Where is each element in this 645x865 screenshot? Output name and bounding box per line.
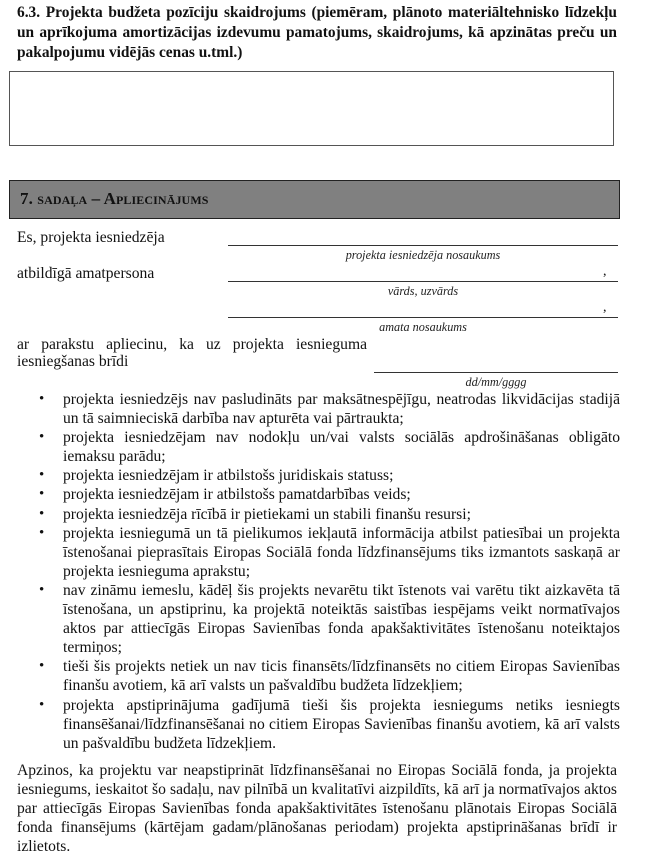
statement-text: projekta iesniedzējam ir atbilstošs pamatdarbības veids; xyxy=(63,486,411,504)
position-hint: amata nosaukums xyxy=(379,320,467,334)
date-hint: dd/mm/gggg xyxy=(465,375,527,389)
bullet-icon: • xyxy=(39,505,45,522)
declaration-statements-list xyxy=(0,390,620,753)
statement-text: projekta iesniedzējs nav pasludināts par maksātnespējīgu, neatrodas likvidācijas stadijā un tā saimnieciskā darbība nav apturēta vai pārtraukta; xyxy=(63,391,620,428)
list-item xyxy=(0,581,620,657)
statement-text: nav zināmu iemeslu, kādēļ šis projekts nevarētu tikt īstenots vai varētu tikt aizkavēta tā īstenošana, un apstiprinu, ka projektā noteiktās saistības iespējams veikt normatīvajos aktos par attiecīgās Eiropas Savienības fonda apakšaktivitātes īstenošanu noteiktajos termiņos; xyxy=(63,581,620,657)
bullet-icon: • xyxy=(39,429,45,446)
bullet-icon: • xyxy=(39,524,45,541)
list-item xyxy=(0,657,620,695)
position-line xyxy=(228,317,618,318)
bullet-icon: • xyxy=(39,486,45,503)
bullet-icon: • xyxy=(39,581,45,598)
statement-text: projekta iesniedzēja rīcībā ir pietiekami un stabili finanšu resursi; xyxy=(63,505,471,523)
comma-2: , xyxy=(603,300,607,315)
name-surname-field[interactable] xyxy=(228,264,598,282)
question-6-3-heading: 6.3. Projekta budžeta pozīciju skaidrojums (piemēram, plānoto materiāltehnisko līdzekļu un aprīkojuma amortizācijas izdevumu pamatojums, skaidrojums, kā apzinātas preču un pakalpojumu vidējās cenas u.tml.) xyxy=(17,4,617,61)
bullet-icon: • xyxy=(39,696,45,713)
section-title: 7. sadaļa – Apliecinājums xyxy=(20,189,209,208)
applicant-label: Es, projekta iesniedzēja xyxy=(17,229,165,246)
declaration-label: ar parakstu apliecinu, ka uz projekta iesnieguma iesniegšanas brīdi xyxy=(17,336,367,370)
list-item xyxy=(0,390,620,428)
list-item xyxy=(0,696,620,753)
name-surname-line xyxy=(228,281,618,282)
official-label: atbildīgā amatpersona xyxy=(17,265,155,282)
statement-text: projekta iesniedzējam ir atbilstošs juridiskais statuss; xyxy=(63,467,394,485)
statement-text: tieši šis projekts netiek un nav ticis finansēts/līdzfinansēts no citiem Eiropas Savienības finanšu avotiem, kā arī valsts un pašvaldību budžeta līdzekļiem; xyxy=(63,658,620,695)
bullet-icon: • xyxy=(39,391,45,407)
bullet-icon: • xyxy=(39,658,45,675)
name-surname-hint: vārds, uzvārds xyxy=(387,284,459,298)
applicant-name-line xyxy=(228,245,618,246)
position-field[interactable] xyxy=(228,300,598,318)
bullet-icon: • xyxy=(39,467,45,484)
list-item xyxy=(0,466,620,485)
statement-text: projekta iesniegumā un tā pielikumos iekļautā informācija atbilst patiesībai un projekta īstenošanai pieprasītais Eiropas Sociālā fonda līdzfinansējums tiks izmantots saskaņā ar projekta iesnieguma aprakstu; xyxy=(63,524,620,580)
section-7-header xyxy=(9,180,620,219)
list-item xyxy=(0,485,620,504)
statement-text: projekta iesniedzējam nav nodokļu un/vai valsts sociālās apdrošināšanas obligāto iemaksu parādu; xyxy=(63,429,620,466)
date-line xyxy=(374,372,618,373)
applicant-name-field[interactable] xyxy=(228,228,618,246)
list-item xyxy=(0,428,620,466)
list-item xyxy=(0,505,620,524)
budget-explanation-textbox[interactable] xyxy=(9,71,614,146)
date-field[interactable] xyxy=(374,354,618,372)
comma-1: , xyxy=(603,264,607,279)
applicant-name-hint: projekta iesniedzēja nosaukums xyxy=(345,248,501,262)
list-item xyxy=(0,524,620,581)
statement-text: projekta apstiprinājuma gadījumā tieši šis projekta iesniegums netiks iesniegts finansēšanai/līdzfinansēšanai no citiem Eiropas Savienības finanšu avotiem, kā arī valsts un pašvaldību budžeta līdzekļiem. xyxy=(63,696,620,752)
closing-paragraph: Apzinos, ka projektu var neapstiprināt līdzfinansēšanai no Eiropas Sociālā fonda, ja projekta iesniegums, ieskaitot šo sadaļu, nav pilnībā un kvalitatīvi aizpildīts, kā arī ja normatīvajos aktos par attiecīgās Eiropas Savienības fonda apakšaktivitātes īstenošanu plānotais Eiropas Sociālā fonda finansējums (kārtējam gadam/plānošanas periodam) projekta apstiprināšanas brīdī ir izlietots. xyxy=(17,762,617,856)
